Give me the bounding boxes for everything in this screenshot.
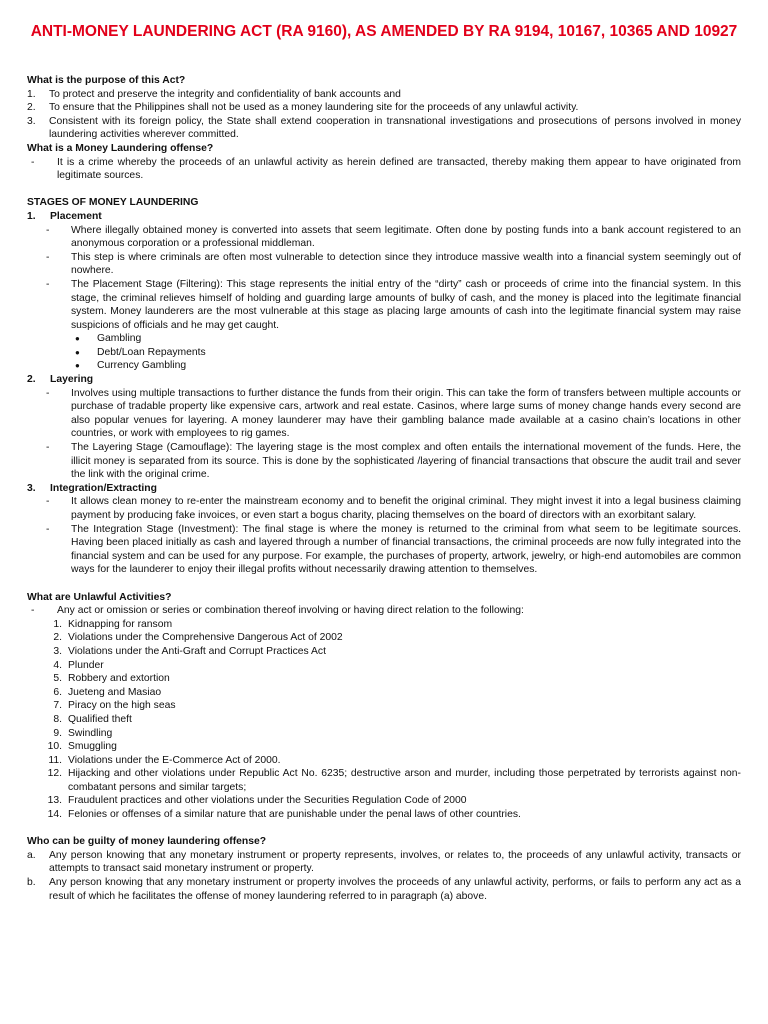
unlawful-item [44,754,741,768]
stage-integration-title [27,482,741,496]
section-number: 1. [27,210,36,222]
dash-marker: - [46,278,50,290]
placement-text: Where illegally obtained money is converted into assets that seem legitimate. Often done by posting funds into a bank account registered to an anonymous corporation or a professional middleman. [71,224,741,250]
list-letter: a. [27,849,36,861]
document-body [27,74,741,903]
list-number: 9. [53,727,62,739]
list-number: 4. [53,659,62,671]
section-title: Placement [50,210,102,222]
purpose-heading: What is the purpose of this Act? [27,75,186,86]
placement-text: The Placement Stage (Filtering): This stage represents the initial entry of the “dirty” cash or proceeds of crime into the financial system. In this stage, the criminal relieves himself of holding and guarding large amounts of bulky of cash, and the money is placed into the legitimate financial system. Money launderers are the most vulnerable at this stage as placing large amounts of cash into the legitimate financial system may raise suspicions of officials and he may get caught. [71,278,741,331]
unlawful-item-text: Qualified theft [68,713,132,725]
bullet-item [75,346,741,360]
integration-text: It allows clean money to re-enter the mainstream economy and to benefit the original criminal. They might invest it into a legal business claiming payment by producing fake invoices, or even start a bogus charity, placing themselves on the board of directors with an exorbitant salary. [71,496,741,521]
list-number: 14. [47,809,62,821]
list-number: 10. [47,741,62,753]
offense-text: It is a crime whereby the proceeds of an unlawful activity as herein defined are transacted, thereby making them appear to have originated from legitimate sources. [57,156,741,182]
bullet-text: Currency Gambling [97,360,187,372]
purpose-item [27,115,741,142]
purpose-item [27,101,741,115]
guilty-text: Any person knowing that any monetary instrument or property involves the proceeds of any unlawful activity, performs, or fails to perform any act as a result of which he facilitates the offense of money laundering referred to in paragraph (a) above. [49,877,741,902]
unlawful-item-text: Violations under the Anti-Graft and Corrupt Practices Act [68,645,326,657]
placement-point [46,251,741,278]
list-number: 5. [53,673,62,685]
bullet-item [75,359,741,373]
unlawful-item-text: Jueteng and Masiao [68,686,162,698]
guilty-heading: Who can be guilty of money laundering offense? [27,836,267,848]
unlawful-item-text: Smuggling [68,741,117,753]
dash-marker: - [46,387,50,399]
unlawful-item [44,699,741,713]
document-title: ANTI-MONEY LAUNDERING ACT (RA 9160), AS AMENDED BY RA 9194, 10167, 10365 AND 10927 [30,23,738,40]
bullet-item [75,332,741,346]
dash-marker: - [31,156,35,168]
dash-marker: - [46,496,50,508]
layering-point [46,441,741,482]
unlawful-item [44,727,741,741]
purpose-text: To protect and preserve the integrity and confidentiality of bank accounts and [49,88,401,100]
offense-heading: What is a Money Laundering offense? [27,142,214,154]
purpose-item [27,88,741,102]
guilty-item [27,876,741,903]
list-number: 13. [47,795,62,807]
unlawful-item [44,713,741,727]
purpose-text: Consistent with its foreign policy, the State shall extend cooperation in transnational investigations and prosecutions of persons involved in money laundering activities wherever committed. [49,115,741,141]
unlawful-item-text: Robbery and extortion [68,673,170,685]
placement-point [46,278,741,332]
unlawful-item-text: Violations under the E-Commerce Act of 2000. [68,754,281,766]
stage-placement-title [27,210,741,224]
list-number: 6. [53,686,62,698]
layering-point [46,387,741,441]
section-number: 2. [27,374,36,386]
list-number: 12. [47,768,62,780]
unlawful-item [44,767,741,794]
stages-heading: STAGES OF MONEY LAUNDERING [27,197,199,209]
unlawful-item-text: Fraudulent practices and other violations under the Securities Regulation Code of 2000 [68,795,467,807]
purpose-text: To ensure that the Philippines shall not be used as a money laundering site for the proceeds of any unlawful activity. [49,102,579,114]
unlawful-intro [27,604,741,618]
list-number: 1. [27,88,36,100]
unlawful-item [44,740,741,754]
unlawful-item [44,686,741,700]
list-number: 7. [53,700,62,712]
bullet-text: Debt/Loan Repayments [97,346,206,358]
guilty-item [27,849,741,876]
list-number: 1. [53,618,62,630]
unlawful-item [44,645,741,659]
dash-marker: - [46,523,50,535]
bullet-icon: ● [75,361,80,371]
integration-point [46,523,741,577]
unlawful-item [44,631,741,645]
list-number: 3. [53,645,62,657]
unlawful-item-text: Hijacking and other violations under Republic Act No. 6235; destructive arson and murder, including those perpetrated by terrorists against non-combatant persons and similar targets; [68,768,741,793]
bullet-text: Gambling [97,333,142,345]
dash-marker: - [46,224,50,236]
unlawful-item-text: Plunder [68,659,104,671]
list-number: 11. [48,754,62,766]
integration-point [46,495,741,522]
stage-layering-title [27,373,741,387]
bullet-icon: ● [75,334,80,344]
unlawful-item [44,794,741,808]
unlawful-item-text: Felonies or offenses of a similar nature that are punishable under the penal laws of other countries. [68,809,521,821]
integration-text: The Integration Stage (Investment): The final stage is where the money is returned to the criminal from what seem to be legitimate sources. Having been placed initially as cash and layered through a number of financial transactions, the criminal proceeds are now fully integrated into the financial system and can be used for any purpose. For example, the purchases of property, artwork, jewelry, or high-end automobiles are common ways for the launderer to enjoy their illegal profits without necessarily drawing attention to themselves. [71,523,741,576]
unlawful-item [44,808,741,822]
unlawful-item-text: Violations under the Comprehensive Dangerous Act of 2002 [68,632,343,644]
section-title: Integration/Extracting [50,482,157,494]
list-letter: b. [27,877,36,889]
list-number: 3. [27,115,36,127]
list-number: 8. [53,713,62,725]
unlawful-item [44,659,741,673]
dash-marker: - [46,251,50,263]
unlawful-item-text: Swindling [68,727,113,739]
section-title: Layering [50,374,94,386]
layering-text: Involves using multiple transactions to further distance the funds from their origin. This can take the form of transfers between multiple accounts or purchase of tradable property like expensive cars, artwork and real estate. Casinos, where large sums of money change hands every second are also popular venues for layering. A money launderer may have their gambling balance made available at a casino chain’s locations in other countries, or work with employees to rig games. [71,387,741,440]
dash-marker: - [31,605,35,617]
placement-point [46,224,741,251]
list-number: 2. [27,102,36,114]
unlawful-intro-text: Any act or omission or series or combination thereof involving or having direct relation to the following: [57,605,524,617]
dash-marker: - [46,442,50,454]
unlawful-item [44,672,741,686]
unlawful-heading: What are Unlawful Activities? [27,591,172,603]
unlawful-item [44,618,741,632]
bullet-icon: ● [75,347,80,357]
list-number: 2. [53,632,62,644]
offense-definition [27,156,741,183]
section-number: 3. [27,482,36,494]
unlawful-item-text: Piracy on the high seas [68,700,176,712]
layering-text: The Layering Stage (Camouflage): The layering stage is the most complex and often entails the international movement of the funds. Here, the illicit money is separated from its source. This is done by the sophisticated /layering of financial transactions that obscure the audit trail and sever the link with the original crime. [71,442,741,481]
guilty-text: Any person knowing that any monetary instrument or property represents, involves, or relates to, the proceeds of any unlawful activity, transacts or attempts to transact said monetary instrument or property. [49,849,741,875]
placement-text: This step is where criminals are often most vulnerable to detection since they introduce massive wealth into a financial system seemingly out of nowhere. [71,251,741,277]
unlawful-item-text: Kidnapping for ransom [68,618,173,630]
